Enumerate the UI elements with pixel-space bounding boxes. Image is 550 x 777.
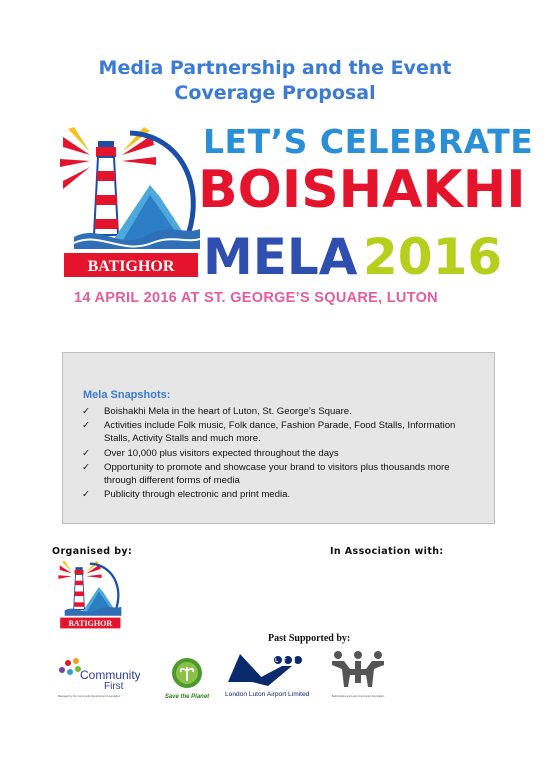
title-line-2: Coverage Proposal (174, 82, 376, 104)
logo-name: BATIGHOR (87, 258, 175, 275)
people-figures-icon (332, 651, 384, 687)
document-title (0, 56, 550, 106)
list-item (81, 488, 481, 501)
batighor-logo (60, 125, 205, 285)
sponsor-name: Save the Planet (164, 694, 210, 700)
organised-by-label: Organised by: (52, 546, 133, 557)
title-line-1: Media Partnership and the Event (98, 57, 452, 79)
check-icon: ✓ (82, 489, 90, 501)
snapshots-title: Mela Snapshots: (83, 389, 171, 401)
sponsor-name: London Luton Airport Limited (225, 691, 310, 698)
list-item (81, 405, 481, 418)
batighor-logo-small (58, 560, 124, 632)
list-item-text: Over 10,000 plus visitors expected throughout the days (104, 447, 339, 459)
in-association-label: In Association with: (330, 546, 444, 557)
check-icon: ✓ (82, 406, 90, 417)
sponsor-name: Bedfordshire and Luton Community Foundation (331, 695, 385, 698)
list-item (81, 419, 481, 445)
event-date-location: 14 APRIL 2016 AT ST. GEORGE’S SQUARE, LUTON (74, 290, 438, 306)
list-item-text: Activities include Folk music, Folk dance, Fashion Parade, Food Stalls, Information Stalls, Activity Stalls and much more. (104, 420, 456, 445)
ltn-code-text: LTN (275, 658, 301, 664)
sponsor-name: Community (80, 668, 140, 682)
lighthouse-icon (58, 560, 124, 632)
community-foundation-logo (328, 647, 388, 699)
save-the-planet-logo (164, 655, 210, 701)
list-item-text: Boishakhi Mela in the heart of Luton, St. George’s Square. (104, 406, 352, 417)
headline-lets-celebrate: LET’S CELEBRATE (203, 122, 534, 161)
list-item (81, 447, 481, 460)
headline-boishakhi: BOISHAKHI (198, 160, 526, 220)
people-icon (59, 658, 81, 675)
lighthouse-icon (60, 125, 205, 285)
list-item (81, 461, 481, 487)
sponsor-name-2: First (104, 681, 124, 692)
headline-year: 2016 (363, 228, 503, 286)
community-first-logo (56, 655, 140, 699)
snapshots-list (81, 405, 481, 502)
check-icon: ✓ (82, 447, 90, 459)
logo-name: BATIGHOR (68, 619, 113, 629)
check-icon: ✓ (82, 420, 90, 432)
snapshots-box (62, 352, 495, 524)
check-icon: ✓ (82, 461, 90, 473)
list-item-text: Opportunity to promote and showcase your brand to visitors plus thousands more through different forms of media (104, 461, 450, 487)
list-item-text: Publicity through electronic and print media. (104, 489, 291, 501)
london-luton-airport-logo (222, 652, 317, 700)
past-supported-label: Past Supported by: (268, 633, 351, 644)
headline-mela: MELA (203, 228, 358, 286)
sponsor-tagline: Managed by the Community Development Foundation (58, 695, 121, 698)
